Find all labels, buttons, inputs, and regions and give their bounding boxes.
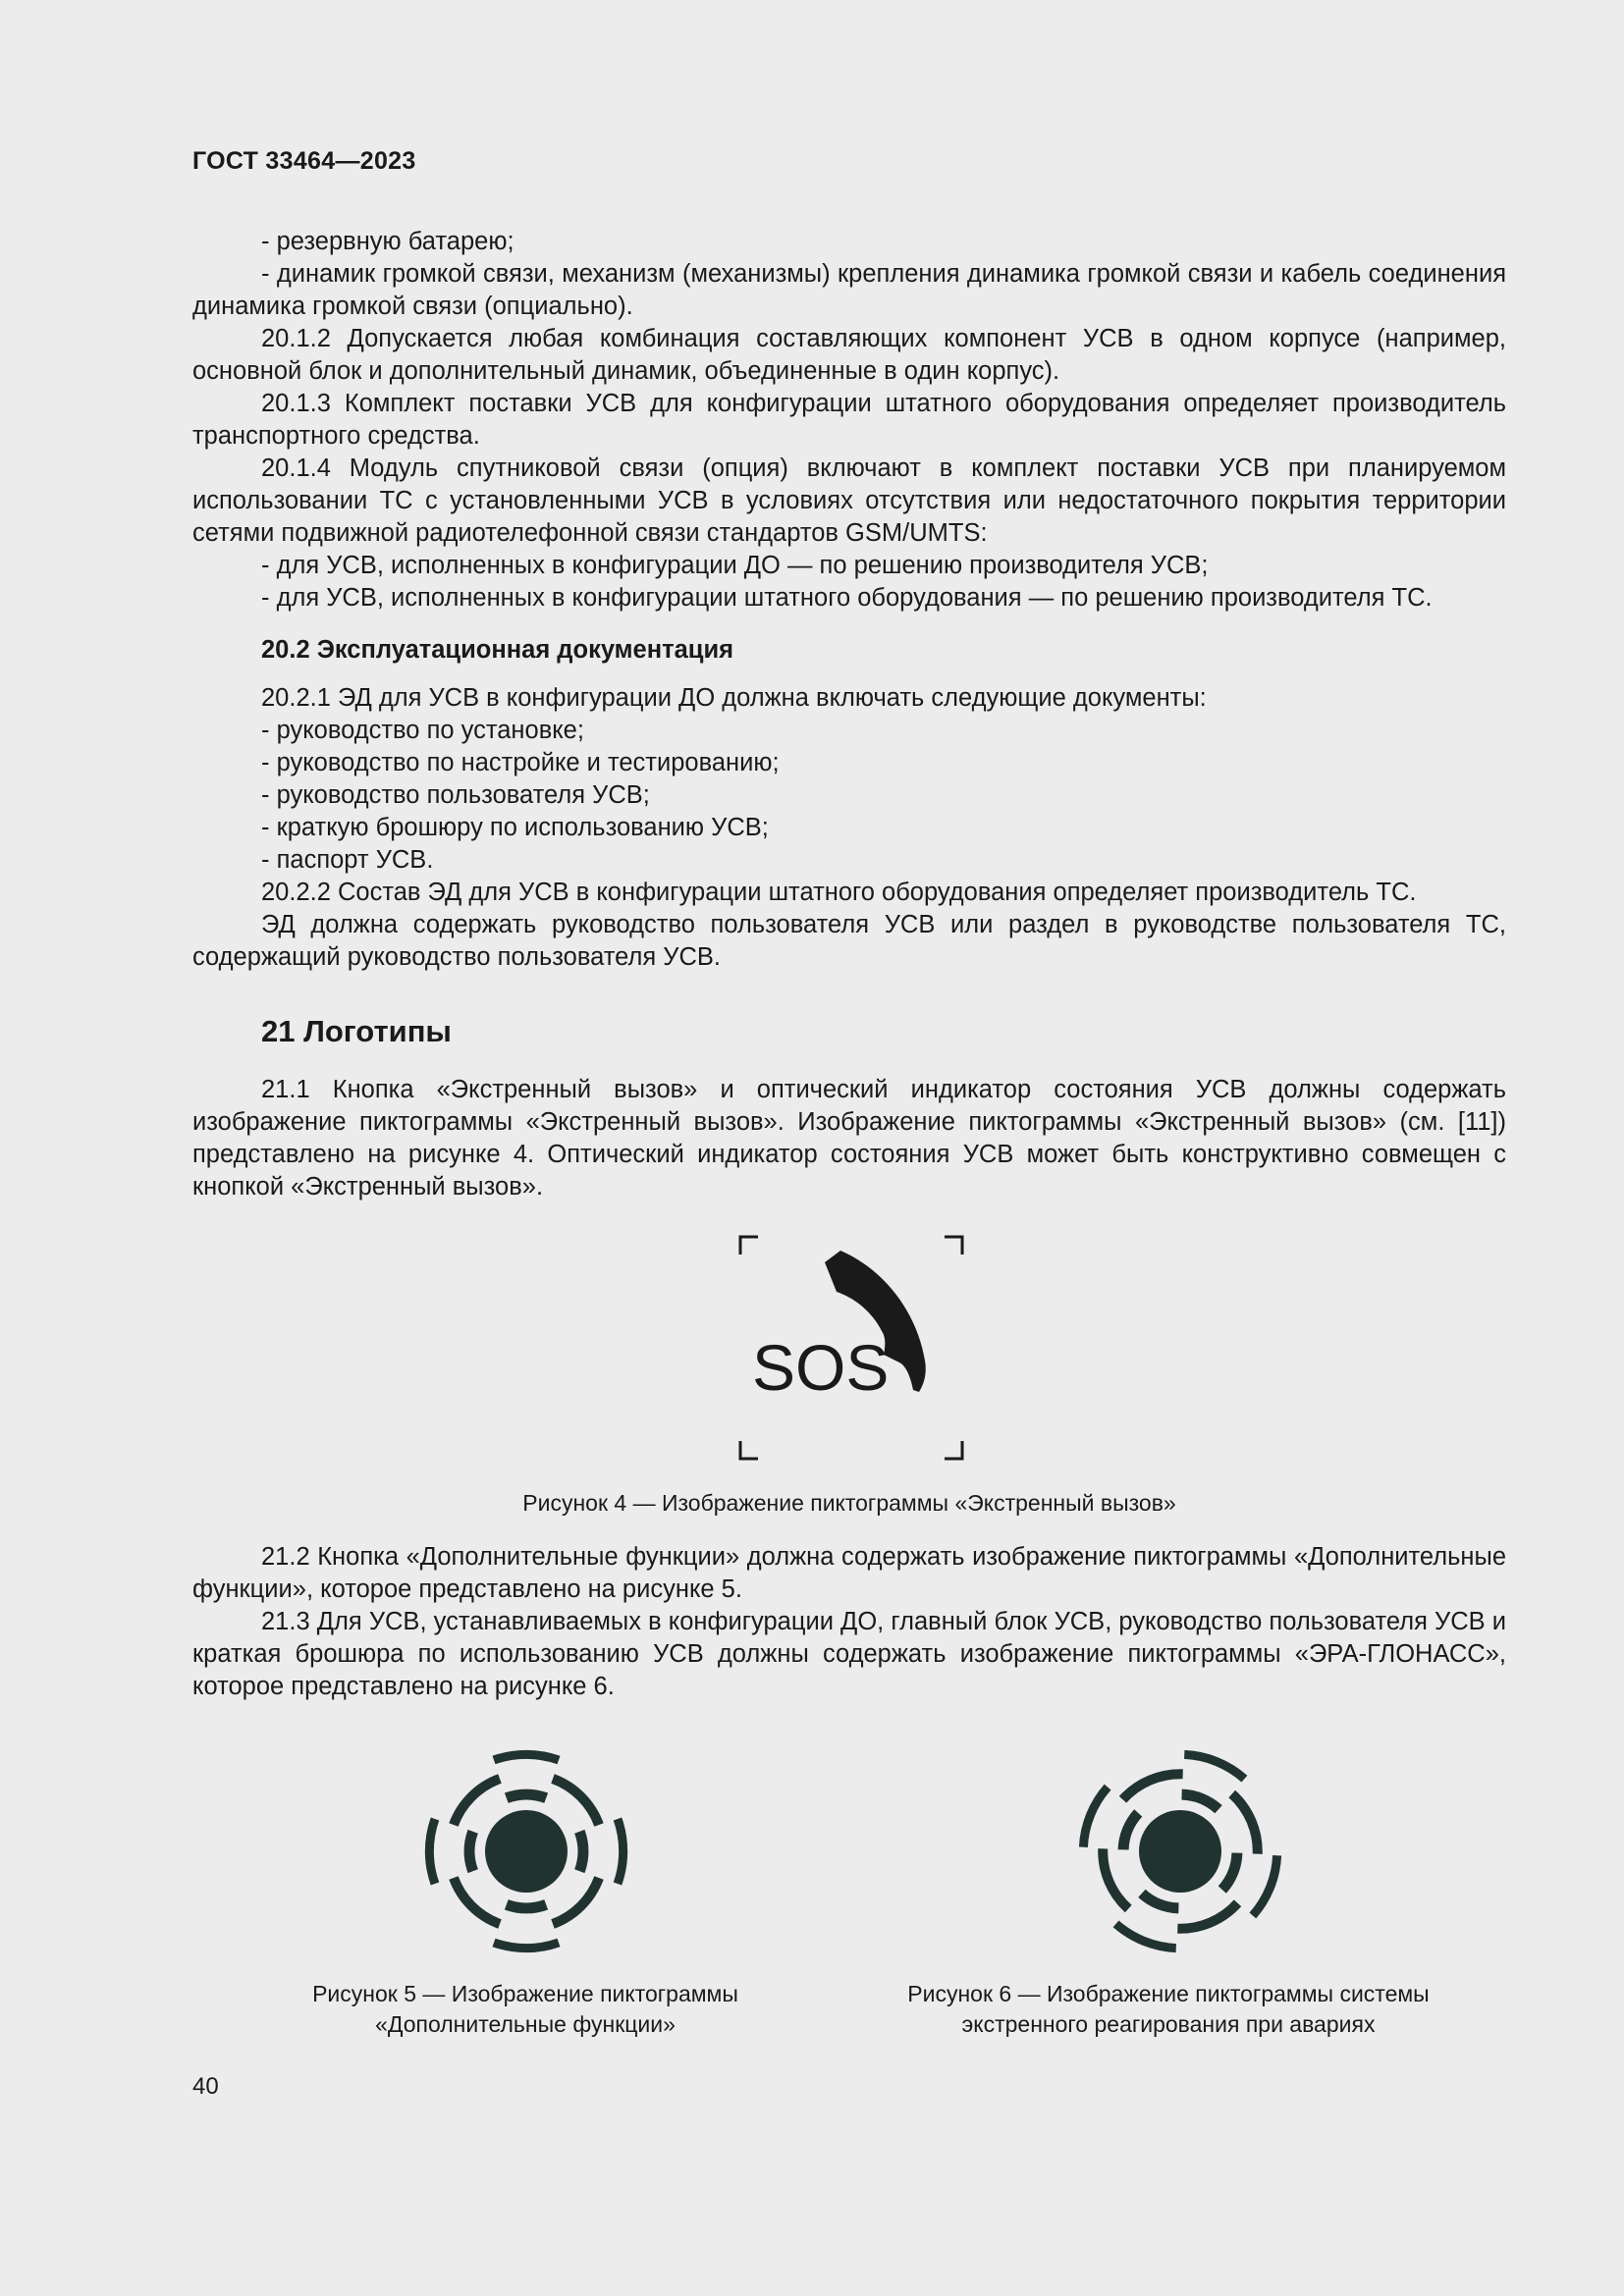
figure-6-caption-line: экстренного реагирования при авариях xyxy=(961,2011,1376,2037)
list-item: - для УСВ, исполненных в конфигурации ДО — по решению производителя УСВ; xyxy=(261,552,1209,579)
era-glonass-icon xyxy=(1076,1747,1284,1955)
document-header: ГОСТ 33464—2023 xyxy=(192,147,416,175)
page-number: 40 xyxy=(192,2073,219,2100)
list-item: - для УСВ, исполненных в конфигурации штатного оборудования — по решению производителя ТС. xyxy=(261,584,1433,612)
list-item: - руководство пользователя УСВ; xyxy=(261,781,650,809)
section-heading-21: 21 Логотипы xyxy=(261,1014,452,1048)
section-20-2 xyxy=(192,682,1506,974)
figure-5-caption xyxy=(265,1979,785,2040)
paragraph-21-1-block xyxy=(192,1074,1506,1203)
paragraph-20-2-1: 20.2.1 ЭД для УСВ в конфигурации ДО должна включать следующие документы: xyxy=(261,684,1207,712)
list-item: - руководство по установке; xyxy=(261,717,584,744)
figure-6-caption-line: Рисунок 6 — Изображение пиктограммы системы xyxy=(907,1981,1430,2006)
figure-4-caption: Рисунок 4 — Изображение пиктограммы «Экстренный вызов» xyxy=(522,1490,1176,1516)
figure-6-caption xyxy=(864,1979,1473,2040)
list-item: - руководство по настройке и тестированию; xyxy=(261,749,780,776)
list-item: - краткую брошюру по использованию УСВ; xyxy=(261,814,769,841)
additional-functions-icon xyxy=(422,1747,630,1955)
section-20-1-continued xyxy=(192,226,1506,614)
paragraph-21-3: 21.3 Для УСВ, устанавливаемых в конфигурации ДО, главный блок УСВ, руководство пользователя УСВ и краткая брошюра по использованию УСВ должны содержать изображение пиктограммы «ЭРА-ГЛОНАСС», которое представлено на рисунке 6. xyxy=(192,1608,1506,1700)
figure-5-caption-line: «Дополнительные функции» xyxy=(375,2011,676,2037)
paragraph-20-1-4: 20.1.4 Модуль спутниковой связи (опция) включают в комплект поставки УСВ при планируемом использовании ТС с установленными УСВ в условиях отсутствия или недостаточного покрытия территории сетями подвижной радиотелефонной связи стандартов GSM/UMTS: xyxy=(192,454,1506,547)
paragraph-20-1-3: 20.1.3 Комплект поставки УСВ для конфигурации штатного оборудования определяет производитель транспортного средства. xyxy=(192,390,1506,450)
paragraph-20-1-2: 20.1.2 Допускается любая комбинация составляющих компонент УСВ в одном корпусе (например, основной блок и дополнительный динамик, объединенные в один корпус). xyxy=(192,325,1506,385)
section-heading-20-2: 20.2 Эксплуатационная документация xyxy=(261,636,734,664)
paragraphs-21-2-21-3 xyxy=(192,1541,1506,1703)
paragraph-21-2: 21.2 Кнопка «Дополнительные функции» должна содержать изображение пиктограммы «Дополнительные функции», которое представлено на рисунке 5. xyxy=(192,1543,1506,1603)
list-item: - резервную батарею; xyxy=(261,228,514,255)
sos-icon xyxy=(738,1235,964,1461)
paragraph-20-2-2: 20.2.2 Состав ЭД для УСВ в конфигурации штатного оборудования определяет производитель ТС. xyxy=(261,879,1417,906)
paragraph-21-1: 21.1 Кнопка «Экстренный вызов» и оптический индикатор состояния УСВ должны содержать изображение пиктограммы «Экстренный вызов». Изображение пиктограммы «Экстренный вызов» (см. [11]) представлено на рисунке 4. Оптический индикатор состояния УСВ может быть конструктивно совмещен с кнопкой «Экстренный вызов». xyxy=(192,1076,1506,1201)
list-item: - паспорт УСВ. xyxy=(261,846,434,874)
paragraph-ed-content: ЭД должна содержать руководство пользователя УСВ или раздел в руководстве пользователя ТС, содержащий руководство пользователя УСВ. xyxy=(192,911,1506,971)
sos-label: SOS xyxy=(752,1331,890,1404)
figure-5-caption-line: Рисунок 5 — Изображение пиктограммы xyxy=(312,1981,738,2006)
list-item: - динамик громкой связи, механизм (механизмы) крепления динамика громкой связи и кабель соединения динамика громкой связи (опциально). xyxy=(192,260,1506,320)
